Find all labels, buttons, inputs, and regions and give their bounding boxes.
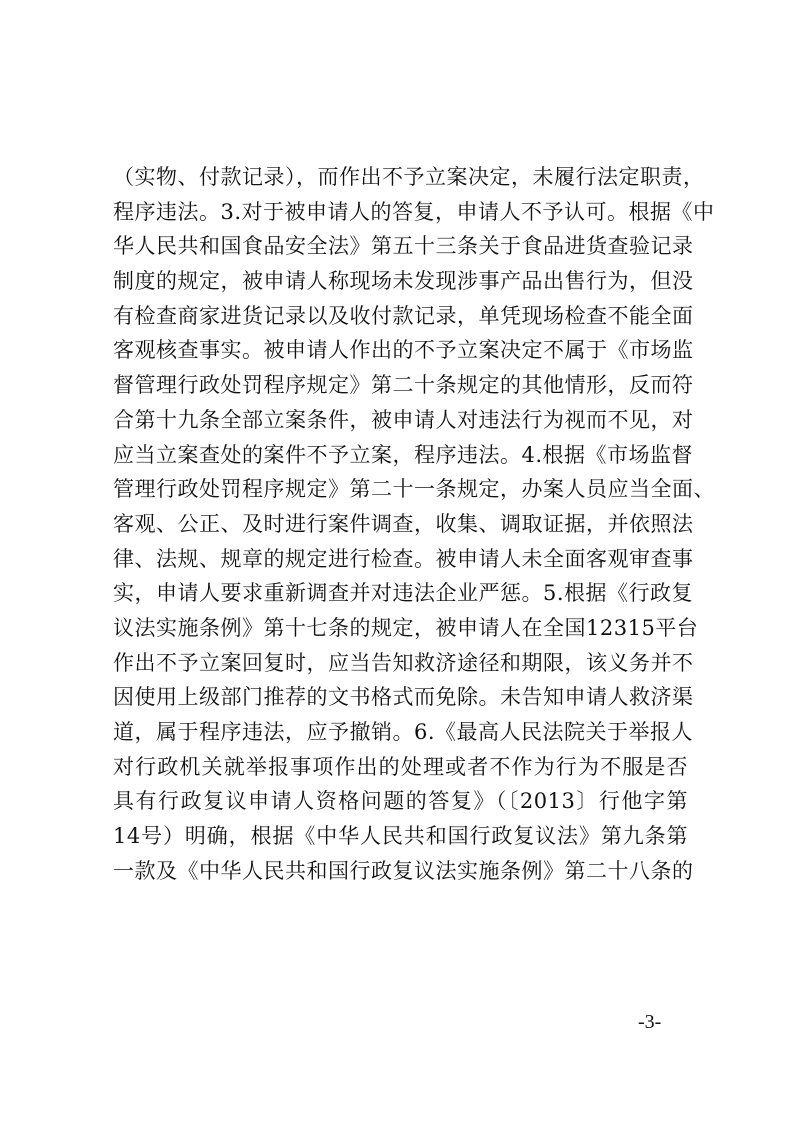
text-line: 制度的规定，被申请人称现场未发现涉事产品出售行为，但没 bbox=[113, 269, 694, 294]
text-line: 实，申请人要求重新调查并对违法企业严惩。5.根据《行政复 bbox=[113, 581, 694, 606]
text-line: 应当立案查处的案件不予立案，程序违法。4.根据《市场监督 bbox=[113, 442, 694, 467]
text-line: 具有行政复议申请人资格问题的答复》（〔2013〕行他字第 bbox=[113, 789, 688, 814]
text-line: 道，属于程序违法，应予撤销。6.《最高人民法院关于举报人 bbox=[113, 720, 694, 744]
text-line: （实物、付款记录），而作出不予立案决定，未履行法定职责， bbox=[113, 165, 705, 189]
text-line: 督管理行政处罚程序规定》第二十条规定的其他情形，反而符 bbox=[113, 373, 694, 398]
page-number: -3- bbox=[638, 1011, 662, 1033]
text-line: 议法实施条例》第十七条的规定，被申请人在全国12315平台 bbox=[113, 615, 699, 640]
text-line: 客观核查事实。被申请人作出的不予立案决定不属于《市场监 bbox=[113, 338, 694, 363]
text-line: 一款及《中华人民共和国行政复议法实施条例》第二十八条的 bbox=[113, 858, 694, 883]
text-line: 程序违法。3.对于被申请人的答复，申请人不予认可。根据《中 bbox=[113, 199, 715, 224]
text-line: 因使用上级部门推荐的文书格式而免除。未告知申请人救济渠 bbox=[113, 685, 694, 710]
text-line: 华人民共和国食品安全法》第五十三条关于食品进货查验记录 bbox=[113, 234, 694, 259]
text-line: 合第十九条全部立案条件，被申请人对违法行为视而不见，对 bbox=[113, 407, 694, 432]
text-line: 作出不予立案回复时，应当告知救济途径和期限，该义务并不 bbox=[113, 650, 694, 675]
text-line: 有检查商家进货记录以及收付款记录，单凭现场检查不能全面 bbox=[113, 303, 694, 328]
text-line: 律、法规、规章的规定进行检查。被申请人未全面客观审查事 bbox=[113, 546, 694, 571]
text-line: 对行政机关就举报事项作出的处理或者不作为行为不服是否 bbox=[113, 754, 688, 779]
text-line: 14号）明确，根据《中华人民共和国行政复议法》第九条第 bbox=[113, 824, 688, 849]
text-line: 客观、公正、及时进行案件调查，收集、调取证据，并依照法 bbox=[113, 511, 694, 536]
body-text bbox=[113, 160, 715, 888]
text-line: 管理行政处罚程序规定》第二十一条规定，办案人员应当全面、 bbox=[113, 477, 715, 502]
